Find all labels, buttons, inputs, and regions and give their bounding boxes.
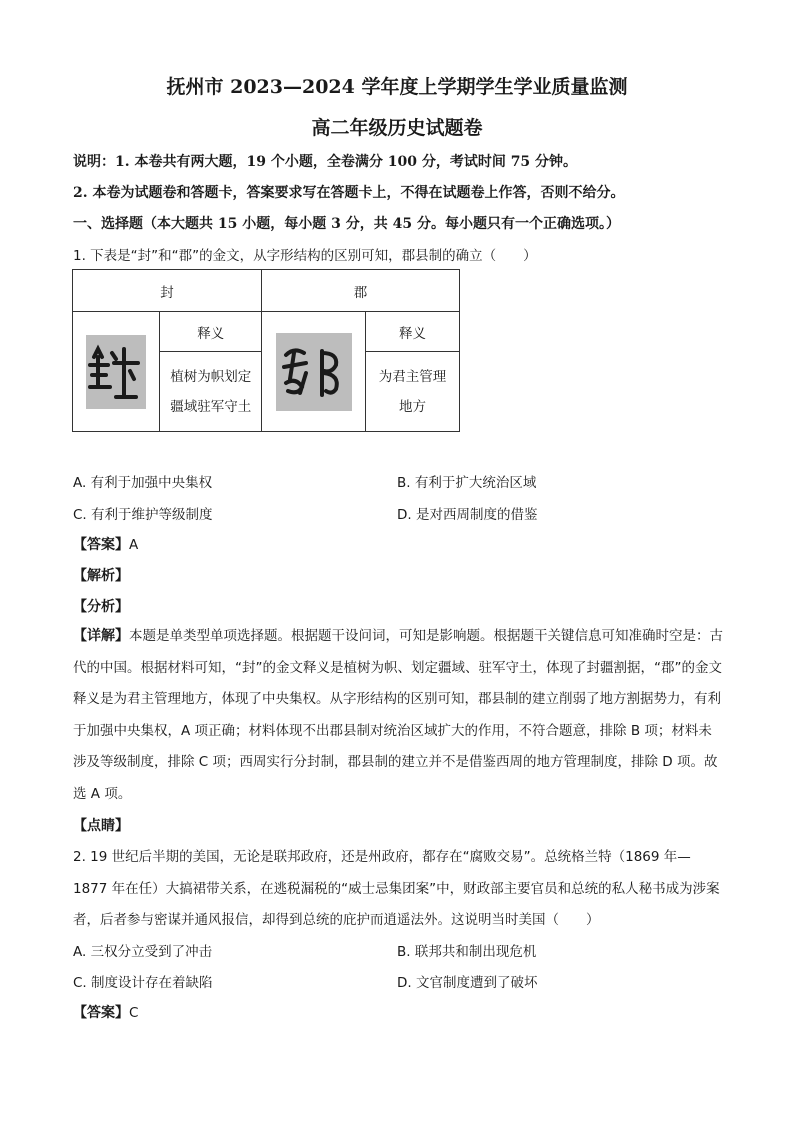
bronze-script-jun-image: [276, 333, 352, 411]
q2-option-a[interactable]: A. 三权分立受到了冲击: [73, 944, 213, 960]
exam-title: 抚州市 2023—2024 学年度上学期学生学业质量监测: [166, 76, 628, 98]
jun-meaning-label: 释义: [366, 312, 460, 352]
fenxi-tag: 【分析】: [73, 599, 129, 615]
feng-meaning-text: [160, 352, 262, 432]
q2-option-c[interactable]: C. 制度设计存在着缺陷: [73, 975, 213, 991]
feng-meaning-line-2: 疆域驻军守土: [170, 398, 252, 415]
q1-option-c[interactable]: C. 有利于维护等级制度: [73, 507, 213, 523]
q1-glyph-table: [72, 269, 460, 432]
answer-tag: 【答案】: [73, 537, 129, 553]
q2-answer-value: C: [129, 1005, 139, 1021]
q1-answer-value: A: [129, 537, 139, 553]
q2-option-b[interactable]: B. 联邦共和制出现危机: [397, 944, 537, 960]
instruction-line-1: 说明：1. 本卷共有两大题，19 个小题，全卷满分 100 分，考试时间 75 分钟。: [73, 154, 578, 170]
section-heading: 一、选择题（本大题共 15 小题，每小题 3 分，共 45 分。每小题只有一个正确选项。）: [73, 216, 620, 232]
q2-answer-row: [73, 1002, 138, 1022]
exam-subtitle: 高二年级历史试题卷: [311, 117, 483, 139]
feng-meaning-label: 释义: [160, 312, 262, 352]
bronze-script-feng-image: [86, 335, 146, 409]
q1-detail-text: 本题是单类型单项选择题。根据题干设问词，可知是影响题。根据题干关键信息可知准确时空是：古代的中国。根据材料可知，“封”的金文释义是植树为帜、划定疆域、驻军守土，体现了封疆割据，“郡”的金文释义是为君主管理地方，体现了中央集权。从字形结构的区别可知，郡县制的建立削弱了地方割据势力，有利于加强中央集权，A 项正确；材料体现不出郡县制对统治区域扩大的作用，不符合题意，排除 B 项；材料未涉及等级制度，排除 C 项；西周实行分封制，郡县制的建立并不是借鉴西周的地方管理制度，排除 D 项。故选 A 项。: [73, 628, 723, 802]
q1-detail: [73, 621, 723, 810]
dianjing-tag: 【点睛】: [73, 818, 129, 834]
detail-tag: 【详解】: [73, 628, 129, 644]
jun-meaning-line-2: 地方: [399, 398, 426, 415]
q1-option-d[interactable]: D. 是对西周制度的借鉴: [397, 507, 538, 523]
q1-option-b[interactable]: B. 有利于扩大统治区域: [397, 475, 537, 491]
q2-stem: 2. 19 世纪后半期的美国，无论是联邦政府，还是州政府，都存在“腐败交易”。总统格兰特（1869 年—1877 年在任）大搞裙带关系，在逃税漏税的“威士忌集团案”中，财政部主要官员和总统的私人秘书成为涉案者，后者参与密谋并通风报信，却得到总统的庇护而逍遥法外。这说明当时美国（ ）: [73, 849, 720, 928]
glyph-cell-feng: [73, 312, 160, 432]
instruction-line-2: 2. 本卷为试题卷和答题卡，答案要求写在答题卡上，不得在试题卷上作答，否则不给分。: [73, 185, 625, 201]
q2-option-d[interactable]: D. 文官制度遭到了破坏: [397, 975, 538, 991]
q1-stem: 1. 下表是“封”和“郡”的金文，从字形结构的区别可知，郡县制的确立（ ）: [73, 248, 537, 264]
table-header-jun: 郡: [262, 270, 460, 312]
table-header-feng: 封: [73, 270, 262, 312]
jun-meaning-text: [366, 352, 460, 432]
jun-meaning-line-1: 为君主管理: [378, 368, 447, 385]
q1-option-a[interactable]: A. 有利于加强中央集权: [73, 475, 213, 491]
analysis-tag: 【解析】: [73, 568, 129, 584]
q1-answer-row: [73, 534, 138, 554]
glyph-cell-jun: [262, 312, 366, 432]
answer-tag: 【答案】: [73, 1005, 129, 1021]
feng-meaning-line-1: 植树为帜划定: [170, 368, 252, 385]
